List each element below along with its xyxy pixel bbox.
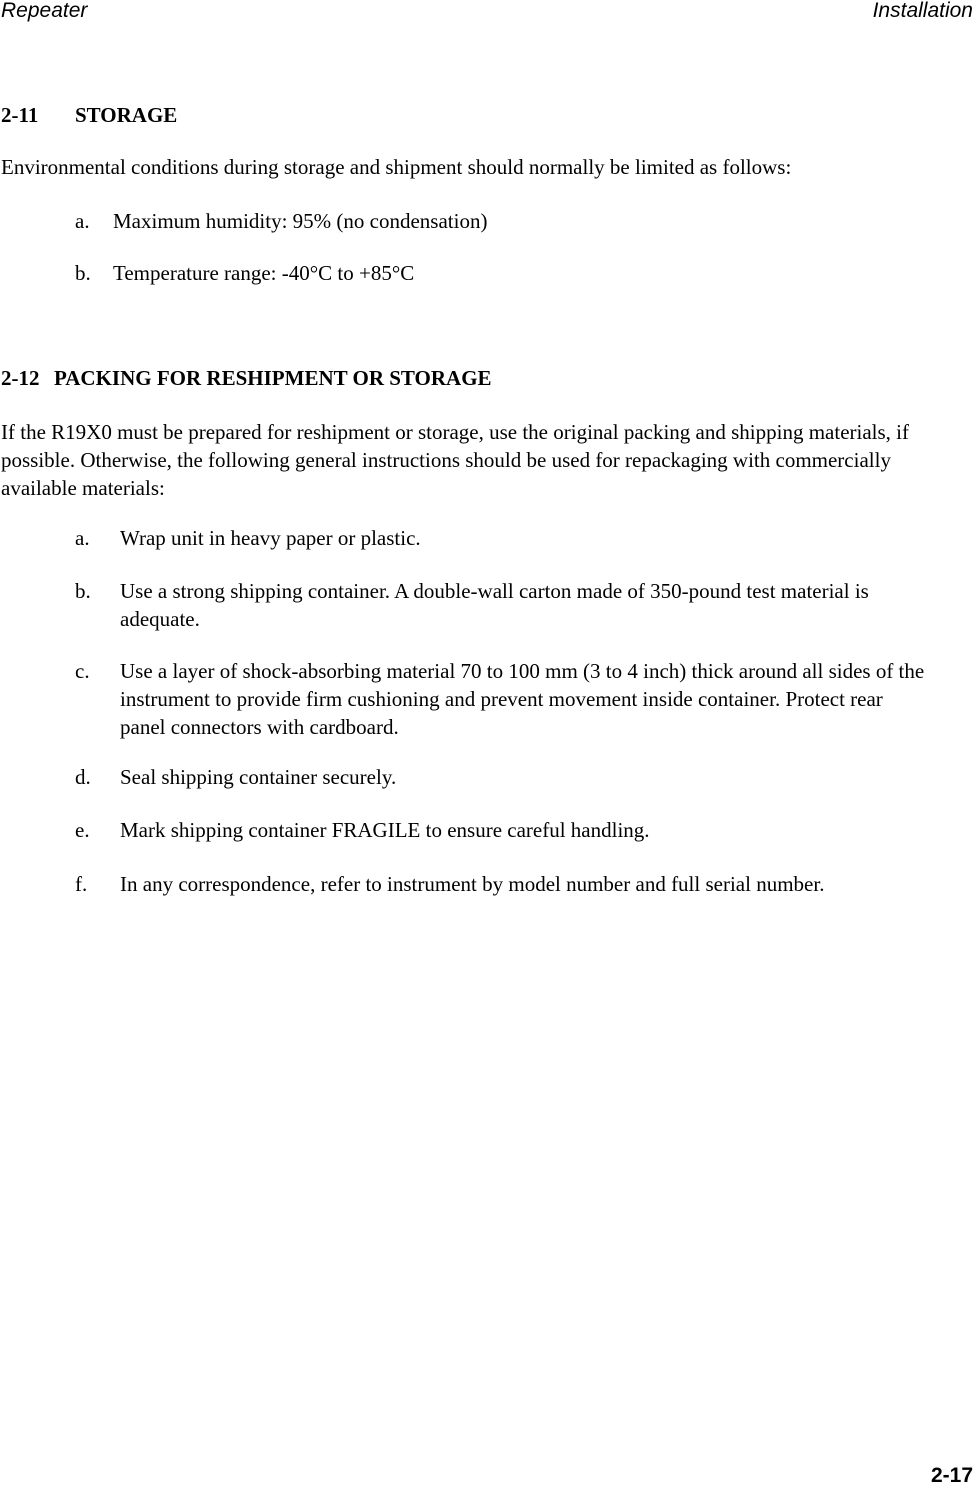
- list-item: [75, 259, 414, 287]
- list-item: [75, 763, 925, 791]
- list-item-text: In any correspondence, refer to instrument by model number and full serial number.: [120, 872, 825, 896]
- list-marker: e.: [75, 818, 90, 842]
- list-marker: d.: [75, 765, 91, 789]
- running-header: [0, 0, 975, 24]
- storage-intro-paragraph: Environmental conditions during storage and shipment should normally be limited as follows:: [1, 155, 792, 179]
- section-title: STORAGE: [75, 103, 178, 127]
- list-item-text: Maximum humidity: 95% (no condensation): [113, 209, 488, 233]
- list-item: [75, 657, 925, 741]
- section-title: PACKING FOR RESHIPMENT OR STORAGE: [54, 366, 492, 390]
- list-marker: b.: [75, 261, 91, 285]
- list-item: [75, 524, 925, 552]
- header-chapter-title: Installation: [872, 0, 973, 22]
- section-heading-packing: [1, 365, 492, 391]
- list-marker: b.: [75, 579, 91, 603]
- section-number: 2-12: [1, 366, 40, 390]
- list-item-text: Use a strong shipping container. A double-wall carton made of 350-pound test material is adequate.: [120, 579, 869, 631]
- list-item: [75, 577, 925, 633]
- header-document-title: Repeater: [1, 0, 88, 22]
- list-marker: a.: [75, 526, 90, 550]
- list-item-text: Temperature range: -40°C to +85°C: [113, 261, 415, 285]
- list-item: [75, 816, 925, 844]
- page-number: 2-17: [930, 1464, 973, 1487]
- list-marker: a.: [75, 209, 90, 233]
- list-item: [75, 870, 925, 898]
- section-number: 2-11: [1, 103, 39, 127]
- list-item-text: Seal shipping container securely.: [120, 765, 397, 789]
- list-item-text: Wrap unit in heavy paper or plastic.: [120, 526, 421, 550]
- list-item-text: Mark shipping container FRAGILE to ensure careful handling.: [120, 818, 650, 842]
- list-item-text: Use a layer of shock-absorbing material 70 to 100 mm (3 to 4 inch) thick around all sides of the instrument to provide firm cushioning and prevent movement inside container. Protect rear panel connectors with cardboard.: [120, 659, 925, 739]
- section-heading-storage: [1, 102, 177, 128]
- list-item: [75, 207, 487, 235]
- list-marker: f.: [75, 872, 88, 896]
- list-marker: c.: [75, 659, 90, 683]
- packing-intro-paragraph: If the R19X0 must be prepared for reshipment or storage, use the original packing and shipping materials, if possible. Otherwise, the following general instructions should be used for repackaging with commercially available materials:: [1, 420, 910, 500]
